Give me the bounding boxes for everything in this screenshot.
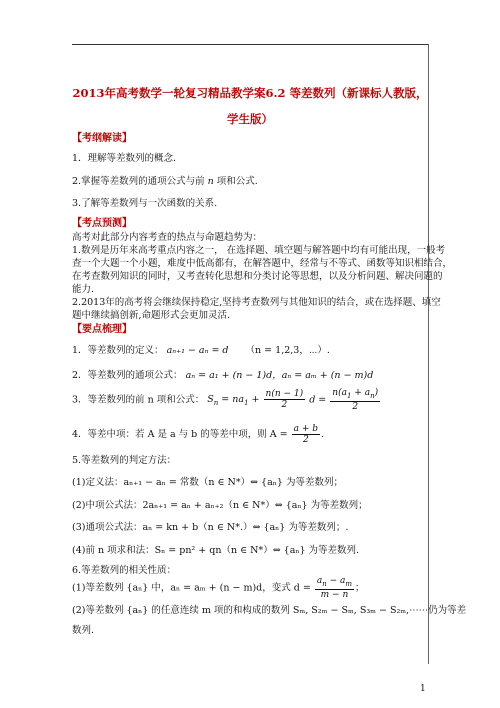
section-key-points: 【要点梳理】	[72, 324, 132, 335]
syllabus-item-2: 2.掌握等差数列的通项公式与前 n 项和公式.	[72, 176, 258, 187]
forecast-line: 2.2013年的高考将会继续保持稳定,坚持考查数列与其他知识的结合，或在选择题、填空	[72, 297, 441, 308]
point-definition: 1．等差数列的定义： aₙ₊₁ − aₙ = d （n = 1,2,3，⋯）.	[72, 345, 330, 356]
point-judgement-title: 5.等差数列的判定方法：	[72, 455, 177, 466]
forecast-line: 能力.	[72, 284, 95, 295]
doc-title-line1: 2013年高考数学一轮复习精品教学案6.2 等差数列（新课标人教版，	[72, 86, 428, 100]
forecast-line: 在考查数列知识的同时，又考查转化思想和分类讨论等思想，以及分析问题、解决问题的	[72, 271, 443, 282]
judgement-partial-sum: (4)前 n 项求和法：Sₙ = pn² + qn（n ∈ N*）⇔ {aₙ} 为等差数列.	[72, 545, 360, 556]
property-1: (1)等差数列 {aₙ} 中，aₙ = aₘ + (n − m)d，变式 d = $\frac{a_n - a_m}{m - n}$ ；	[72, 576, 365, 600]
property-2-cont: 数列.	[72, 625, 95, 636]
forecast-line: 查一个大题一个小题，难度中低高都有，在解答题中，经常与不等式、函数等知识相结合，	[72, 258, 453, 269]
property-2: (2)等差数列 {aₙ} 的任意连续 m 项的和构成的数列 Sₘ, S₂ₘ − Sₘ, S₃ₘ − S₂ₘ,⋯⋯仍为等差	[72, 605, 467, 616]
doc-title-line2: 学生版）	[227, 112, 273, 126]
point-arith-mean: 4．等差中项：若 A 是 a 与 b 的等差中项，则 A = $\frac{a + b}{2}$ .	[72, 424, 325, 445]
margin-rule	[428, 44, 429, 664]
section-forecast: 【考点预测】	[72, 218, 132, 229]
judgement-middle-term: (2)中项公式法：2aₙ₊₁ = aₙ + aₙ₊₂（n ∈ N*）⇔ {aₙ} 为等差数列；	[72, 500, 368, 511]
forecast-line: 题中继续搞创新,命题形式会更加灵活.	[72, 310, 231, 321]
syllabus-item-3: 3.了解等差数列与一次函数的关系.	[72, 198, 218, 209]
forecast-line: 1.数列是历年来高考重点内容之一， 在选择题、填空题与解答题中均有可能出现，一般考	[72, 245, 446, 256]
section-syllabus: 【考纲解读】	[72, 133, 132, 144]
judgement-general-term: (3)通项公式法：aₙ = kn + b（n ∈ N*.）⇔ {aₙ} 为等差数列；.	[72, 522, 349, 533]
point-properties-title: 6.等差数列的相关性质：	[72, 565, 177, 576]
judgement-definition: (1)定义法：aₙ₊₁ − aₙ = 常数（n ∈ N*）⇔ {aₙ} 为等差数列；	[72, 477, 343, 488]
header-rule	[72, 44, 428, 45]
page-number: 1	[420, 684, 426, 694]
point-sum-formula: 3．等差数列的前 n 项和公式： $S_n = na_1$ + $\frac{n(n - 1)}{2}$ d = $\frac{n(a_1 + a_n)}{2}$	[72, 388, 379, 412]
syllabus-item-1: 1．理解等差数列的概念.	[72, 153, 177, 164]
forecast-line: 高考对此部分内容考查的热点与命题趋势为：	[72, 232, 263, 243]
point-general-term: 2．等差数列的通项公式： aₙ = a₁ + (n − 1)d，aₙ = aₘ + (n − m)d	[72, 370, 374, 381]
